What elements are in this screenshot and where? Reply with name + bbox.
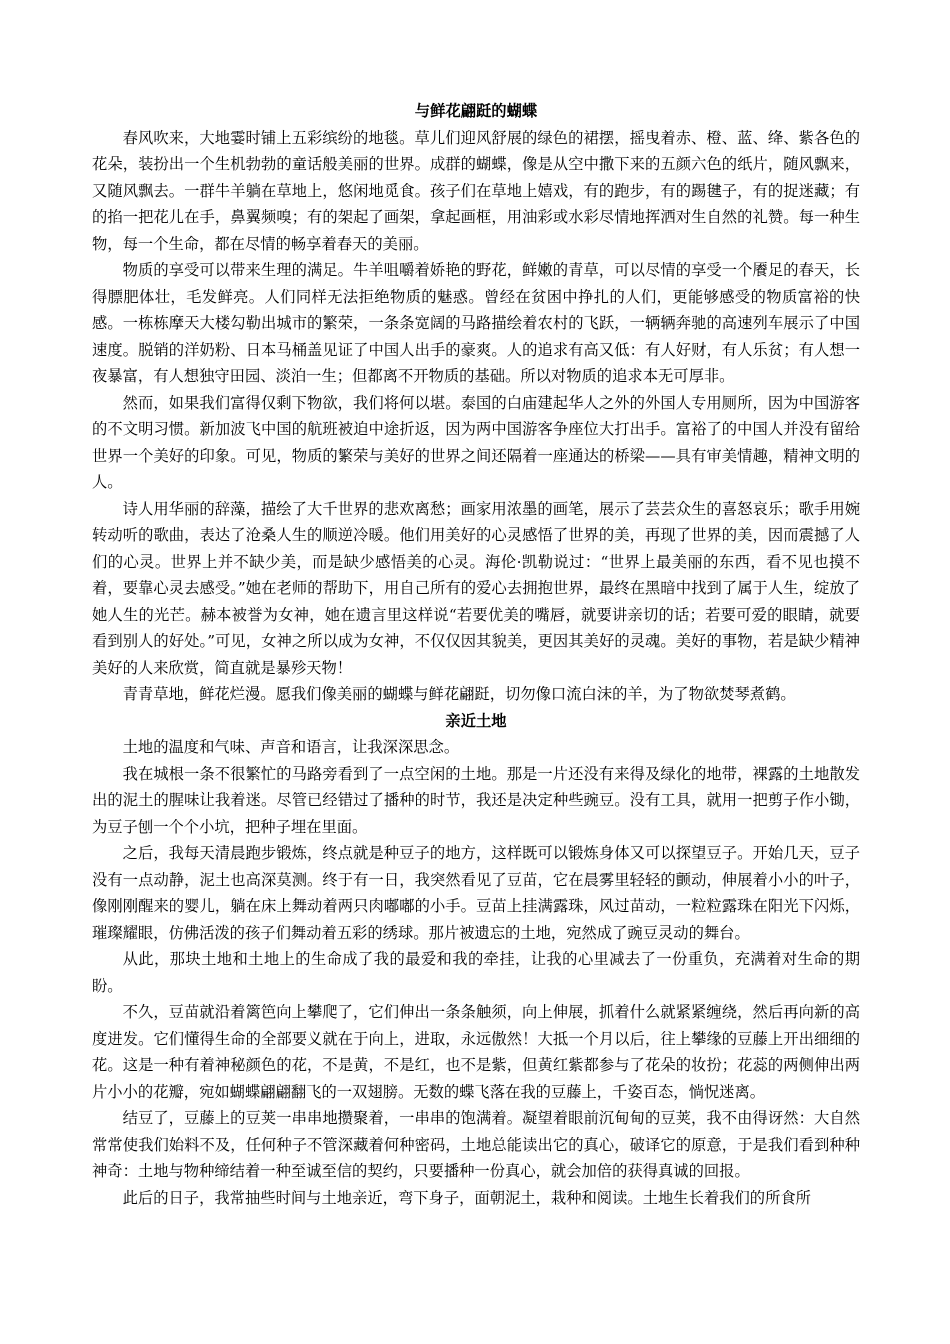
- article2-paragraph-3: 之后，我每天清晨跑步锻炼，终点就是种豆子的地方，这样既可以锻炼身体又可以探望豆子。开始几天，豆子没有一点动静，泥土也高深莫测。终于有一日，我突然看见了豆苗，它在晨雾里轻轻的颤动，伸展着小小的叶子，像刚刚醒来的婴儿，躺在床上舞动着两只肉嘟嘟的小手。豆苗上挂满露珠，风过苗动，一粒粒露珠在阳光下闪烁，璀璨耀眼，仿佛活泼的孩子们舞动着五彩的绣球。那片被遗忘的土地，宛然成了豌豆灵动的舞台。: [92, 844, 860, 942]
- article2-paragraph-7: 此后的日子，我常抽些时间与土地亲近，弯下身子，面朝泥土，栽种和阅读。土地生长着我们的所食所: [122, 1188, 811, 1207]
- article2-paragraph-6: 结豆了，豆藤上的豆荚一串串地攒聚着，一串串的饱满着。凝望着眼前沉甸甸的豆荚，我不由得讶然：大自然常常使我们始料不及，任何种子不管深藏着何种密码，土地总能读出它的真心，破译它的原意，于是我们看到种种神奇：土地与物种缔结着一种至诚至信的契约，只要播种一份真心，就会加倍的获得真诚的回报。: [92, 1109, 860, 1180]
- document-page: [92, 98, 860, 1211]
- article2-paragraph-5: 不久，豆苗就沿着篱笆向上攀爬了，它们伸出一条条触须，向上伸展，抓着什么就紧紧缠绕，然后再向新的高度进发。它们懂得生命的全部要义就在于向上，进取，永远傲然！大抵一个月以后，往上攀缘的豆藤上开出细细的花。这是一种有着神秘颜色的花，不是黄，不是红，也不是紫，但黄红紫都参与了花朵的妆扮；花蕊的两侧伸出两片小小的花瓣，宛如蝴蝶翩翩翻飞的一双翅膀。无数的蝶飞落在我的豆藤上，千姿百态，惝怳迷离。: [92, 1003, 860, 1101]
- article2-paragraph-1: 土地的温度和气味、声音和语言，让我深深思念。: [122, 738, 460, 756]
- article2-paragraph-2: 我在城根一条不很繁忙的马路旁看到了一点空闲的土地。那是一片还没有来得及绿化的地带，裸露的土地散发出的泥土的腥味让我着迷。尽管已经错过了播种的时节，我还是决定种些豌豆。没有工具，就用一把剪子作小锄，为豆子刨一个个小坑，把种子埋在里面。: [92, 764, 860, 836]
- article-title-land: 亲近土地: [445, 711, 507, 730]
- article1-paragraph-1: 春风吹来，大地霎时铺上五彩缤纷的地毯。草儿们迎风舒展的绿色的裙摆，摇曳着赤、橙、蓝、绛、紫各色的花朵，装扮出一个生机勃勃的童话般美丽的世界。成群的蝴蝶，像是从空中撒下来的五颜六色的纸片，随风飘来，又随风飘去。一群牛羊躺在草地上，悠闲地觅食。孩子们在草地上嬉戏，有的跑步，有的踢毽子，有的捉迷藏；有的掐一把花儿在手，鼻翼频嗅；有的架起了画架，拿起画框，用油彩或水彩尽情地挥洒对生自然的礼赞。每一种生物，每一个生命，都在尽情的畅享着春天的美丽。: [92, 128, 860, 253]
- article-title-butterfly: 与鲜花翩跹的蝴蝶: [414, 102, 538, 120]
- article2-paragraph-4: 从此，那块土地和土地上的生命成了我的最爱和我的牵挂，让我的心里减去了一份重负，充满着对生命的期盼。: [92, 950, 860, 995]
- article1-paragraph-4: 诗人用华丽的辞藻，描绘了大千世界的悲欢离愁；画家用浓墨的画笔，展示了芸芸众生的喜怒哀乐；歌手用婉转动听的歌曲，表达了沧桑人生的顺逆冷暖。他们用美好的心灵感悟了世界的美，再现了世界的美，因而震撼了人们的心灵。世界上并不缺少美，而是缺少感悟美的心灵。海伦·凯勒说过：“世界上最美丽的东西，看不见也摸不着，要靠心灵去感受。”她在老师的帮助下，用自己所有的爱心去拥抱世界，最终在黑暗中找到了属于人生，绽放了她人生的光芒。赫本被誉为女神，她在遗言里这样说“若要优美的嘴唇，就要讲亲切的话；若要可爱的眼睛，就要看到别人的好处。”可见，女神之所以成为女神，不仅仅因其貌美，更因其美好的灵魂。美好的事物，若是缺少精神美好的人来欣赏，简直就是暴殄天物！: [92, 499, 860, 677]
- article1-paragraph-5: 青青草地，鲜花烂漫。愿我们像美丽的蝴蝶与鲜花翩跹，切勿像口流白沫的羊，为了物欲焚琴煮鹤。: [122, 685, 796, 703]
- article1-paragraph-3: 然而，如果我们富得仅剩下物欲，我们将何以堪。泰国的白庙建起华人之外的外国人专用厕所，因为中国游客的不文明习惯。新加波飞中国的航班被迫中途折返，因为两中国游客争座位大打出手。富裕了的中国人并没有留给世界一个美好的印象。可见，物质的繁荣与美好的世界之间还隔着一座通达的桥梁——具有审美情趣，精神文明的人。: [92, 393, 860, 491]
- article1-paragraph-2: 物质的享受可以带来生理的满足。牛羊咀嚼着娇艳的野花，鲜嫩的青草，可以尽情的享受一个餍足的春天，长得膘肥体壮，毛发鲜亮。人们同样无法拒绝物质的魅惑。曾经在贫困中挣扎的人们，更能够感受的物质富裕的快感。一栋栋摩天大楼勾勒出城市的繁荣，一条条宽阔的马路描绘着农村的飞跃，一辆辆奔驰的高速列车展示了中国速度。脱销的洋奶粉、日本马桶盖见证了中国人出手的豪爽。人的追求有高又低：有人好财，有人乐贫；有人想一夜暴富，有人想独守田园、淡泊一生；但都离不开物质的基础。所以对物质的追求本无可厚非。: [92, 261, 860, 385]
